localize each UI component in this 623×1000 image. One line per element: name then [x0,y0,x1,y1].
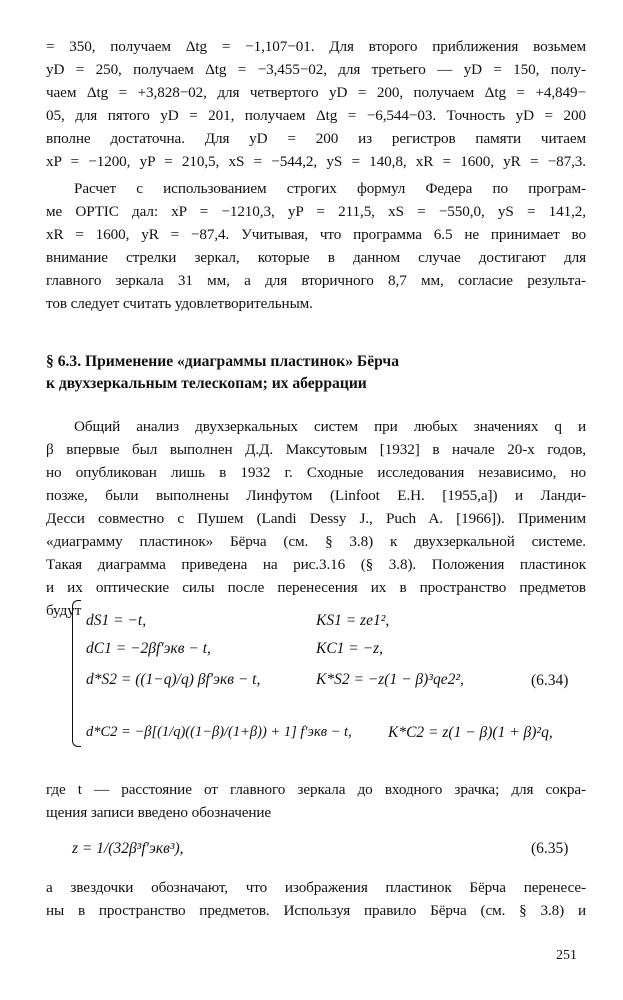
equation-number: (6.35) [531,840,569,857]
equation-k-c2: K*C2 = z(1 − β)(1 + β)²q, [388,724,553,741]
text-line: Расчет с использованием строгих формул Федера по програм- [74,180,586,197]
text-line: 05, для пятого yD = 201, получаем Δtg = −6,544−03. Точность yD = 200 [46,107,586,124]
text-line: и их оптические силы после перенесения их в пространство предметов [46,579,586,596]
equation-k-s1: KS1 = ze1², [316,612,390,629]
text-line: = 350, получаем Δtg = −1,107−01. Для второго приближения возьмем [46,38,586,55]
text-line: тов следует считать удовлетворительным. [46,295,313,312]
left-brace [72,600,81,747]
text-line: чаем Δtg = +3,828−02, для четвертого yD = 200, получаем Δtg = +4,849− [46,84,586,101]
text-line: будут [46,602,82,619]
text-line: вполне достаточна. Для yD = 200 из регистров памяти читаем [46,130,586,147]
text-line: где t — расстояние от главного зеркала до входного зрачка; для сокра- [46,781,586,798]
text-line: Десси совместно с Пушем (Landi Dessy J., Puch A. [1966]). Применим [46,510,586,527]
text-line: Общий анализ двухзеркальных систем при любых значениях q и [74,418,586,435]
page-number: 251 [556,948,577,963]
text-line: внимание стрелки зеркал, которые в данном случае достигают для [46,249,586,266]
section-heading-line-1: § 6.3. Применение «диаграммы пластинок» Бёрча [46,353,400,370]
equation-d-s1: dS1 = −t, [86,612,147,629]
text-line: xP = −1200, yP = 210,5, xS = −544,2, yS = 140,8, xR = 1600, yR = −87,3. [46,153,586,170]
text-line: xR = 1600, yR = −87,4. Учитывая, что программа 6.5 не принимает во [46,226,586,243]
equation-z: z = 1/(32β³f′экв³), [72,840,184,857]
equation-k-s2: K*S2 = −z(1 − β)³qe2², [316,671,464,688]
text-line: «диаграмму пластинок» Бёрча (см. § 3.8) к двухзеркальной системе. [46,533,586,550]
text-line: главного зеркала 31 мм, а для вторичного 8,7 мм, согласие результа- [46,272,586,289]
section-heading-line-2: к двухзеркальным телескопам; их аберрации [46,375,367,392]
text-line: но опубликован лишь в 1932 г. Сходные исследования независимо, но [46,464,586,481]
equation-d-s2: d*S2 = ((1−q)/q) βf′экв − t, [86,671,261,688]
text-line: щения записи введено обозначение [46,804,272,821]
text-line: а звездочки обозначают, что изображения пластинок Бёрча перенесе- [46,879,586,896]
text-line: позже, были выполнены Линфутом (Linfoot E.H. [1955,a]) и Ланди- [46,487,586,504]
text-line: ны в пространство предметов. Используя правило Бёрча (см. § 3.8) и [46,902,586,919]
equation-d-c2: d*C2 = −β[(1/q)((1−β)/(1+β)) + 1] f′экв − t, [86,724,352,740]
text-line: ме OPTIC дал: xP = −1210,3, yP = 211,5, xS = −550,0, yS = 141,2, [46,203,586,220]
text-line: yD = 250, получаем Δtg = −3,455−02, для третьего — yD = 150, полу- [46,61,586,78]
equation-d-c1: dC1 = −2βf′экв − t, [86,640,211,657]
equation-number: (6.34) [531,672,569,689]
text-line: Такая диаграмма приведена на рис.3.16 (§ 3.8). Положения пластинок [46,556,586,573]
text-line: β впервые был выполнен Д.Д. Максутовым [1932] в начале 20-х годов, [46,441,586,458]
equation-k-c1: KC1 = −z, [316,640,384,657]
